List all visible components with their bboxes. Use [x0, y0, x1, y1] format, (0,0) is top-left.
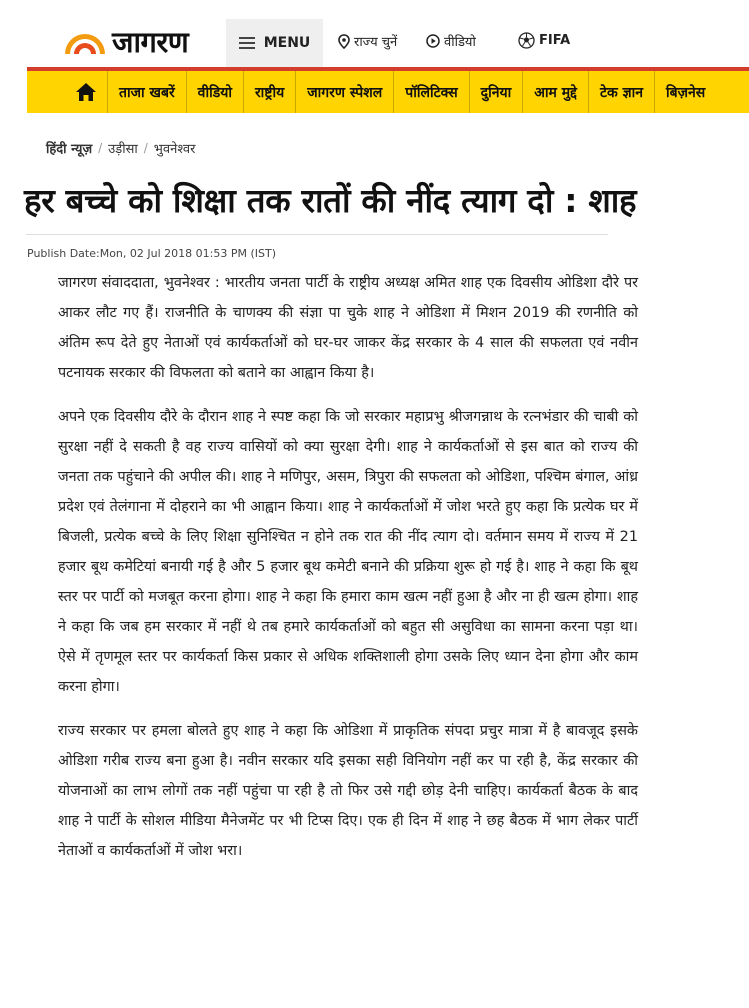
hamburger-icon [239, 37, 255, 49]
map-pin-icon [338, 34, 350, 49]
breadcrumb-hindi-news[interactable]: हिंदी न्यूज़ [46, 142, 93, 157]
article-paragraph: जागरण संवाददाता, भुवनेश्वर : भारतीय जनता पार्टी के राष्ट्रीय अध्यक्ष अमित शाह एक दिवसीय ओडिशा दौरे पर आकर लौट गए हैं। राजनीति के चाणक्य की संज्ञा पा चुके शाह ने ओडिशा में मिशन 2019 की रणनीति को अंतिम रूप देते हुए नेताओं एवं कार्यकर्ताओं को घर-घर जाकर केंद्र सरकार के 4 साल की सफलता एवं नवीन पटनायक सरकार की विफलता को बताने का आह्वान किया है। [58, 275, 638, 381]
nav-item-national[interactable]: राष्ट्रीय [243, 71, 295, 113]
nav-item-jagran-special[interactable]: जागरण स्पेशल [295, 71, 393, 113]
breadcrumb-separator: / [98, 141, 103, 155]
nav-items [107, 71, 716, 113]
jagran-logo[interactable] [62, 22, 188, 60]
football-icon [518, 32, 535, 49]
nav-item-video[interactable]: वीडियो [186, 71, 243, 113]
menu-button[interactable] [226, 19, 323, 67]
nav-item-business[interactable]: बिज़नेस [654, 71, 716, 113]
article-title: हर बच्चे को शिक्षा तक रातों की नींद त्याग दो : शाह [24, 181, 637, 220]
fifa-link-label: FIFA [539, 33, 571, 48]
logo-wordmark: जागरण [112, 24, 189, 59]
nav-item-latest-news[interactable]: ताजा खबरें [107, 71, 186, 113]
menu-button-label: MENU [263, 35, 311, 51]
top-header [0, 0, 749, 68]
breadcrumb-odisha[interactable]: उड़ीसा [108, 142, 138, 157]
home-icon[interactable] [75, 82, 97, 102]
fifa-link[interactable] [518, 32, 570, 49]
breadcrumb-separator: / [143, 141, 148, 155]
sun-logo-icon [62, 28, 108, 54]
video-link-label: वीडियो [444, 35, 476, 50]
play-icon [426, 34, 440, 48]
nav-item-politics[interactable]: पॉलिटिक्स [393, 71, 468, 113]
article-paragraph: अपने एक दिवसीय दौरे के दौरान शाह ने स्पष्ट कहा कि जो सरकार महाप्रभु श्रीजगन्नाथ के रत्नभंडार की चाबी को सुरक्षा नहीं दे सकती है वह राज्य वासियों को क्या सुरक्षा देगी। शाह ने कार्यकर्ताओं से इस बात को राज्य की जनता तक पहुंचाने की अपील की। शाह ने मणिपुर, असम, त्रिपुरा की सफलता को ओडिशा, पश्चिम बंगाल, आंध्र प्रदेश एवं तेलंगाना में दोहराने का भी आह्वान किया। शाह ने कार्यकर्ताओं में जोश भरते हुए कहा कि प्रत्येक घर में बिजली, प्रत्येक बच्चे के लिए शिक्षा सुनिश्चित न होने तक रात की नींद त्याग दो। वर्तमान समय में राज्य में 21 हजार बूथ कमेटियां बनायी गई है और 5 हजार बूथ कमेटी बनाने की प्रक्रिया शुरू हो गई है। शाह ने कहा कि बूथ स्तर पर पार्टी को मजबूत करना होगा। शाह ने कहा कि हमारा काम खत्म नहीं हुआ है और ना ही खत्म होगा। शाह ने कहा कि जब हम सरकार में नहीं थे तब हमारे कार्यकर्ताओं को बहुत सी असुविधा का सामना करना पड़ा था। ऐसे में तृणमूल स्तर पर कार्यकर्ता किस प्रकार से अधिक शक्तिशाली होगा उसके लिए ध्यान देना होगा और काम करना होगा। [58, 409, 638, 695]
nav-item-world[interactable]: दुनिया [469, 71, 523, 113]
article-body [58, 268, 638, 880]
select-state-link[interactable] [338, 32, 397, 50]
breadcrumb-bhubaneswar[interactable]: भुवनेश्वर [153, 142, 196, 157]
publish-date: Publish Date:Mon, 02 Jul 2018 01:53 PM (IST) [27, 247, 276, 260]
title-divider [26, 234, 608, 235]
main-navigation [27, 71, 749, 113]
article-paragraph: राज्य सरकार पर हमला बोलते हुए शाह ने कहा कि ओडिशा में प्राकृतिक संपदा प्रचुर मात्रा में है बावजूद इसके ओडिशा गरीब राज्य बना हुआ है। नवीन सरकार यदि इसका सही विनियोग नहीं कर पा रही है, केंद्र सरकार की योजनाओं का लाभ लोगों तक नहीं पहुंचा पा रही है तो फिर उसे गद्दी छोड़ देनी चाहिए। कार्यकर्ता बैठक के बाद शाह ने पार्टी के सोशल मीडिया मैनेजमेंट पर भी टिप्स दिए। एक ही दिन में शाह ने छह बैठक में भाग लेकर पार्टी नेताओं व कार्यकर्ताओं में जोश भरा। [58, 723, 638, 859]
video-link[interactable] [426, 32, 476, 50]
nav-item-public-issues[interactable]: आम मुद्दे [522, 71, 588, 113]
nav-item-tech[interactable]: टेक ज्ञान [588, 71, 654, 113]
select-state-label: राज्य चुनें [354, 35, 398, 50]
breadcrumb [46, 139, 195, 157]
